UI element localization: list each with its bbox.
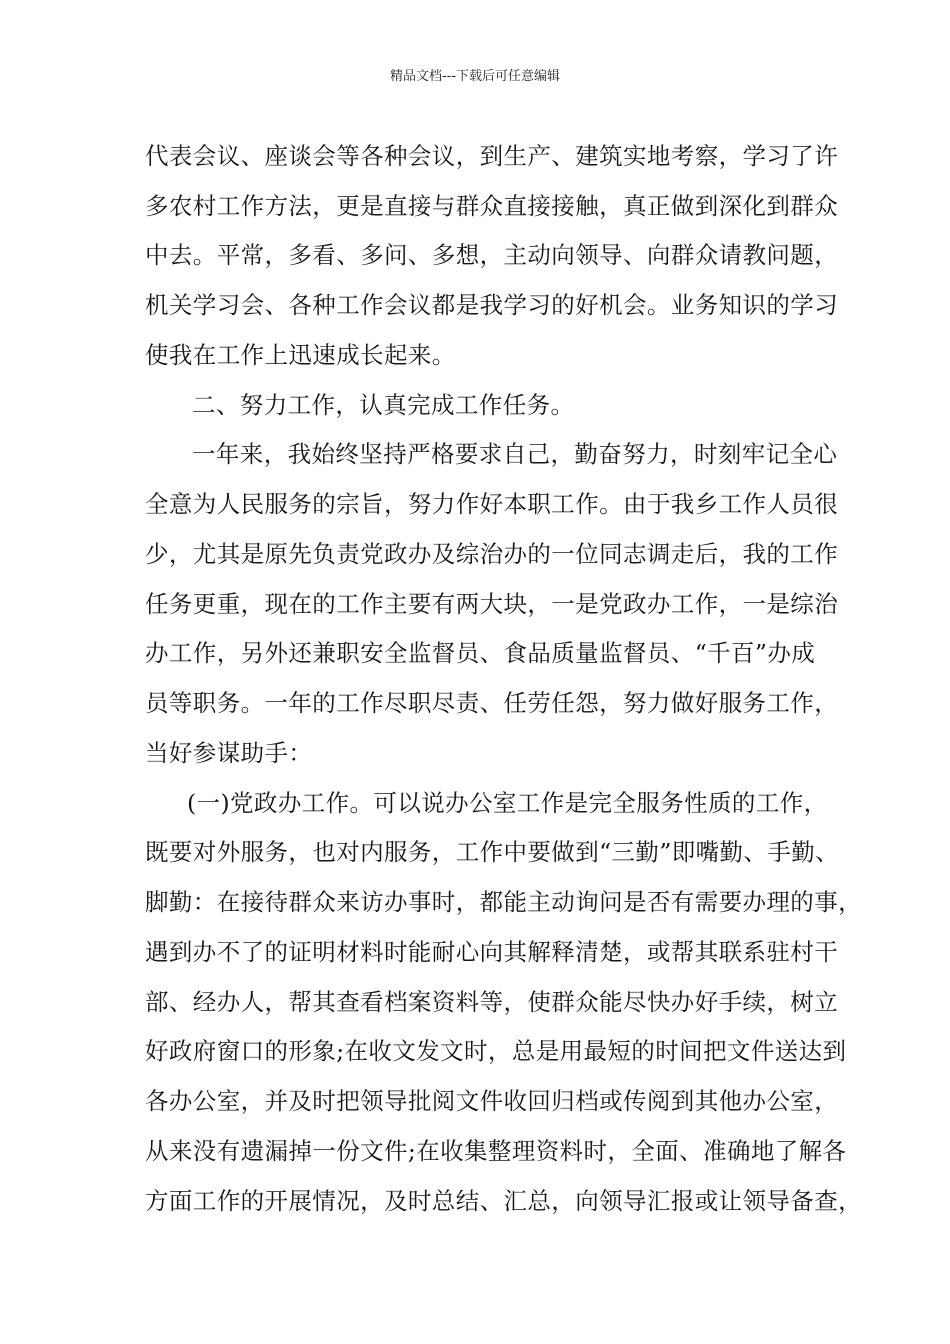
body-line: 从来没有遗漏掉一份文件;在收集整理资料时，全面、准确地了解各 bbox=[145, 1137, 847, 1165]
body-line: 使我在工作上迅速成长起来。 bbox=[145, 341, 456, 369]
body-line: 方面工作的开展情况，及时总结、汇总，向领导汇报或让领导备查， bbox=[145, 1187, 862, 1215]
body-line: 好政府窗口的形象;在收文发文时，总是用最短的时间把文件送达到 bbox=[145, 1037, 847, 1065]
subsection-line: (一)党政办工作。可以说办公室工作是完全服务性质的工作， bbox=[187, 789, 828, 817]
body-line: 办工作，另外还兼职安全监督员、食品质量监督员、“千百”办成 bbox=[145, 639, 816, 667]
page-header: 精品文档---下载后可任意编辑 bbox=[389, 69, 561, 84]
body-line: 部、经办人，帮其查看档案资料等，使群众能尽快办好手续，树立 bbox=[145, 988, 839, 1016]
body-line: 各办公室，并及时把领导批阅文件收回归档或传阅到其他办公室， bbox=[145, 1087, 839, 1115]
body-line: 任务更重，现在的工作主要有两大块，一是党政办工作，一是综治 bbox=[145, 590, 839, 618]
body-line: 多农村工作方法，更是直接与群众直接接触，真正做到深化到群众 bbox=[145, 192, 839, 220]
body-line: 既要对外服务，也对内服务，工作中要做到“三勤”即嘴勤、手勤、 bbox=[145, 838, 840, 866]
body-line: 少，尤其是原先负责党政办及综治办的一位同志调走后，我的工作 bbox=[145, 540, 839, 568]
body-line: 一年来，我始终坚持严格要求自己，勤奋努力，时刻牢记全心 bbox=[192, 440, 838, 468]
body-line: 机关学习会、各种工作会议都是我学习的好机会。业务知识的学习 bbox=[145, 291, 839, 319]
body-line: 当好参谋助手： bbox=[145, 739, 313, 767]
body-line: 中去。平常，多看、多问、多想，主动向领导、向群众请教问题， bbox=[145, 241, 839, 269]
body-line: 脚勤：在接待群众来访办事时，都能主动询问是否有需要办理的事， bbox=[145, 888, 862, 916]
body-line: 员等职务。一年的工作尽职尽责、任劳任怨，努力做好服务工作， bbox=[145, 689, 839, 717]
section-heading: 二、努力工作，认真完成工作任务。 bbox=[192, 391, 575, 419]
body-line: 代表会议、座谈会等各种会议，到生产、建筑实地考察，学习了许 bbox=[145, 142, 839, 170]
body-line: 全意为人民服务的宗旨，努力作好本职工作。由于我乡工作人员很 bbox=[145, 490, 839, 518]
body-line: 遇到办不了的证明材料时能耐心向其解释清楚，或帮其联系驻村干 bbox=[145, 938, 839, 966]
